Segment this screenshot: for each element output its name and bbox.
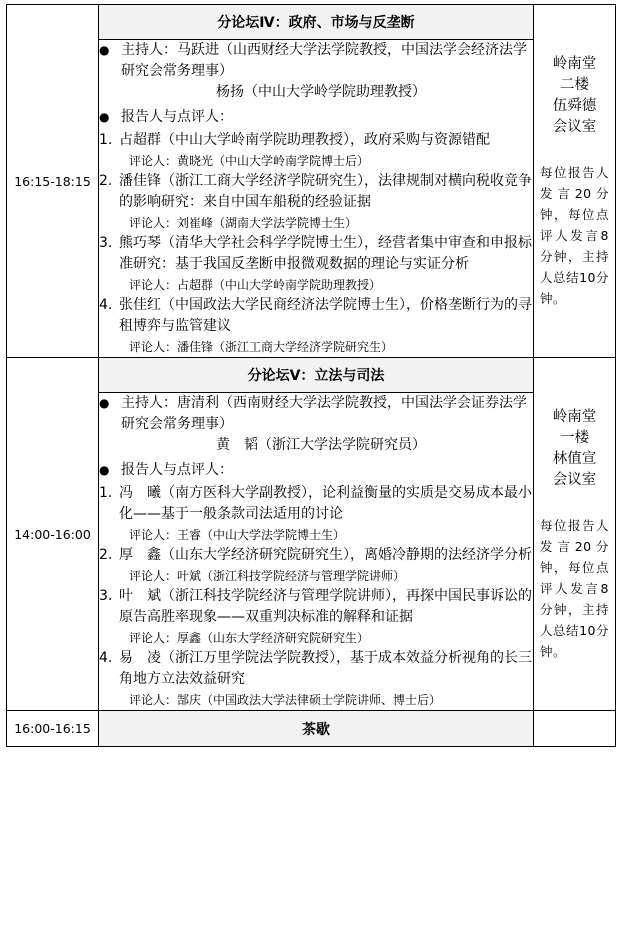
host-line: ● 主持人：唐清利（西南财经大学法学院教授，中国法学会证券法学研究会常务理事） (99, 393, 533, 435)
session-5-title: 分论坛Ⅴ：立法与司法 (99, 358, 534, 393)
session-5-venue (534, 358, 616, 711)
time-allocation-note: 每位报告人发言20分钟，每位点评人发言8分钟，主持人总结10分钟。 (540, 164, 609, 306)
session-5-time: 14:00-16:00 (7, 358, 99, 711)
session-5-content-row (7, 393, 616, 711)
report-item: 2. 潘佳锋（浙江工商大学经济学院研究生），法律规制对横向税收竞争的影响研究：来自中国车船税的经验证据 (99, 173, 532, 210)
report-item: 1. 占超群（中山大学岭南学院助理教授），政府采购与资源错配 (99, 132, 490, 148)
reporters-heading: ● 报告人与点评人： (99, 107, 533, 128)
tea-break-venue (534, 711, 616, 747)
bullet-icon: ● (99, 110, 110, 124)
host-line: ● 主持人：马跃进（山西财经大学法学院教授，中国法学会经济法学研究会常务理事） (99, 40, 533, 82)
reviewer: 评论人：厚鑫（山东大学经济研究院研究生） (129, 631, 370, 645)
reviewer: 评论人：王睿（中山大学法学院博士生） (129, 528, 346, 542)
session-5-content (99, 393, 534, 711)
bullet-icon: ● (99, 396, 110, 410)
report-item: 3. 叶 斌（浙江科技学院经济与管理学院讲师），再探中国民事诉讼的原告高胜率现象——双重判决标准的解释和证据 (99, 588, 532, 625)
session-4-header-row (7, 5, 616, 40)
reviewer: 评论人：黄晓光（中山大学岭南学院博士后） (129, 154, 370, 168)
schedule-table (6, 4, 616, 747)
session-4-content (99, 40, 534, 358)
tea-break-label: 茶歇 (99, 711, 534, 747)
session-4-content-row (7, 40, 616, 358)
bullet-icon: ● (99, 463, 110, 477)
reviewer: 评论人：叶斌（浙江科技学院经济与管理学院讲师） (129, 569, 406, 583)
venue-name: 岭南堂 一楼 林值宣 会议室 (552, 408, 597, 488)
reviewer: 评论人：郜庆（中国政法大学法律硕士学院讲师、博士后） (129, 693, 442, 707)
session-5-header-row (7, 358, 616, 393)
report-item: 3. 熊巧琴（清华大学社会科学学院博士生），经营者集中审查和申报标准研究：基于我国反垄断申报微观数据的理论与实证分析 (99, 235, 532, 272)
co-host: 黄 韬（浙江大学法学院研究员） (216, 437, 426, 453)
venue-name: 岭南堂 二楼 伍舜德 会议室 (552, 55, 597, 135)
co-host: 杨扬（中山大学岭学院助理教授） (216, 84, 426, 100)
reviewer: 评论人：潘佳锋（浙江工商大学经济学院研究生） (129, 340, 394, 354)
report-item: 2. 厚 鑫（山东大学经济研究院研究生），离婚冷静期的法经济学分析 (99, 547, 532, 563)
session-4-time: 16:15-18:15 (7, 5, 99, 358)
reviewer: 评论人：占超群（中山大学岭南学院助理教授） (129, 278, 382, 292)
tea-break-row (7, 711, 616, 747)
session-4-venue (534, 5, 616, 358)
reviewer: 评论人：刘崔峰（湖南大学法学院博士生） (129, 216, 358, 230)
session-4-title: 分论坛Ⅳ：政府、市场与反垄断 (99, 5, 534, 40)
time-allocation-note: 每位报告人发言20分钟，每位点评人发言8分钟，主持人总结10分钟。 (540, 517, 609, 659)
report-item: 4. 易 凌（浙江万里学院法学院教授），基于成本效益分析视角的长三角地方立法效益研究 (99, 650, 532, 687)
reporters-heading: ● 报告人与点评人： (99, 460, 533, 481)
tea-break-time: 16:00-16:15 (7, 711, 99, 747)
report-item: 1. 冯 曦（南方医科大学副教授），论利益衡量的实质是交易成本最小化——基于一般条款司法适用的讨论 (99, 485, 532, 522)
bullet-icon: ● (99, 43, 110, 57)
report-item: 4. 张佳红（中国政法大学民商经济法学院博士生），价格垄断行为的寻租博弈与监管建议 (99, 297, 532, 334)
